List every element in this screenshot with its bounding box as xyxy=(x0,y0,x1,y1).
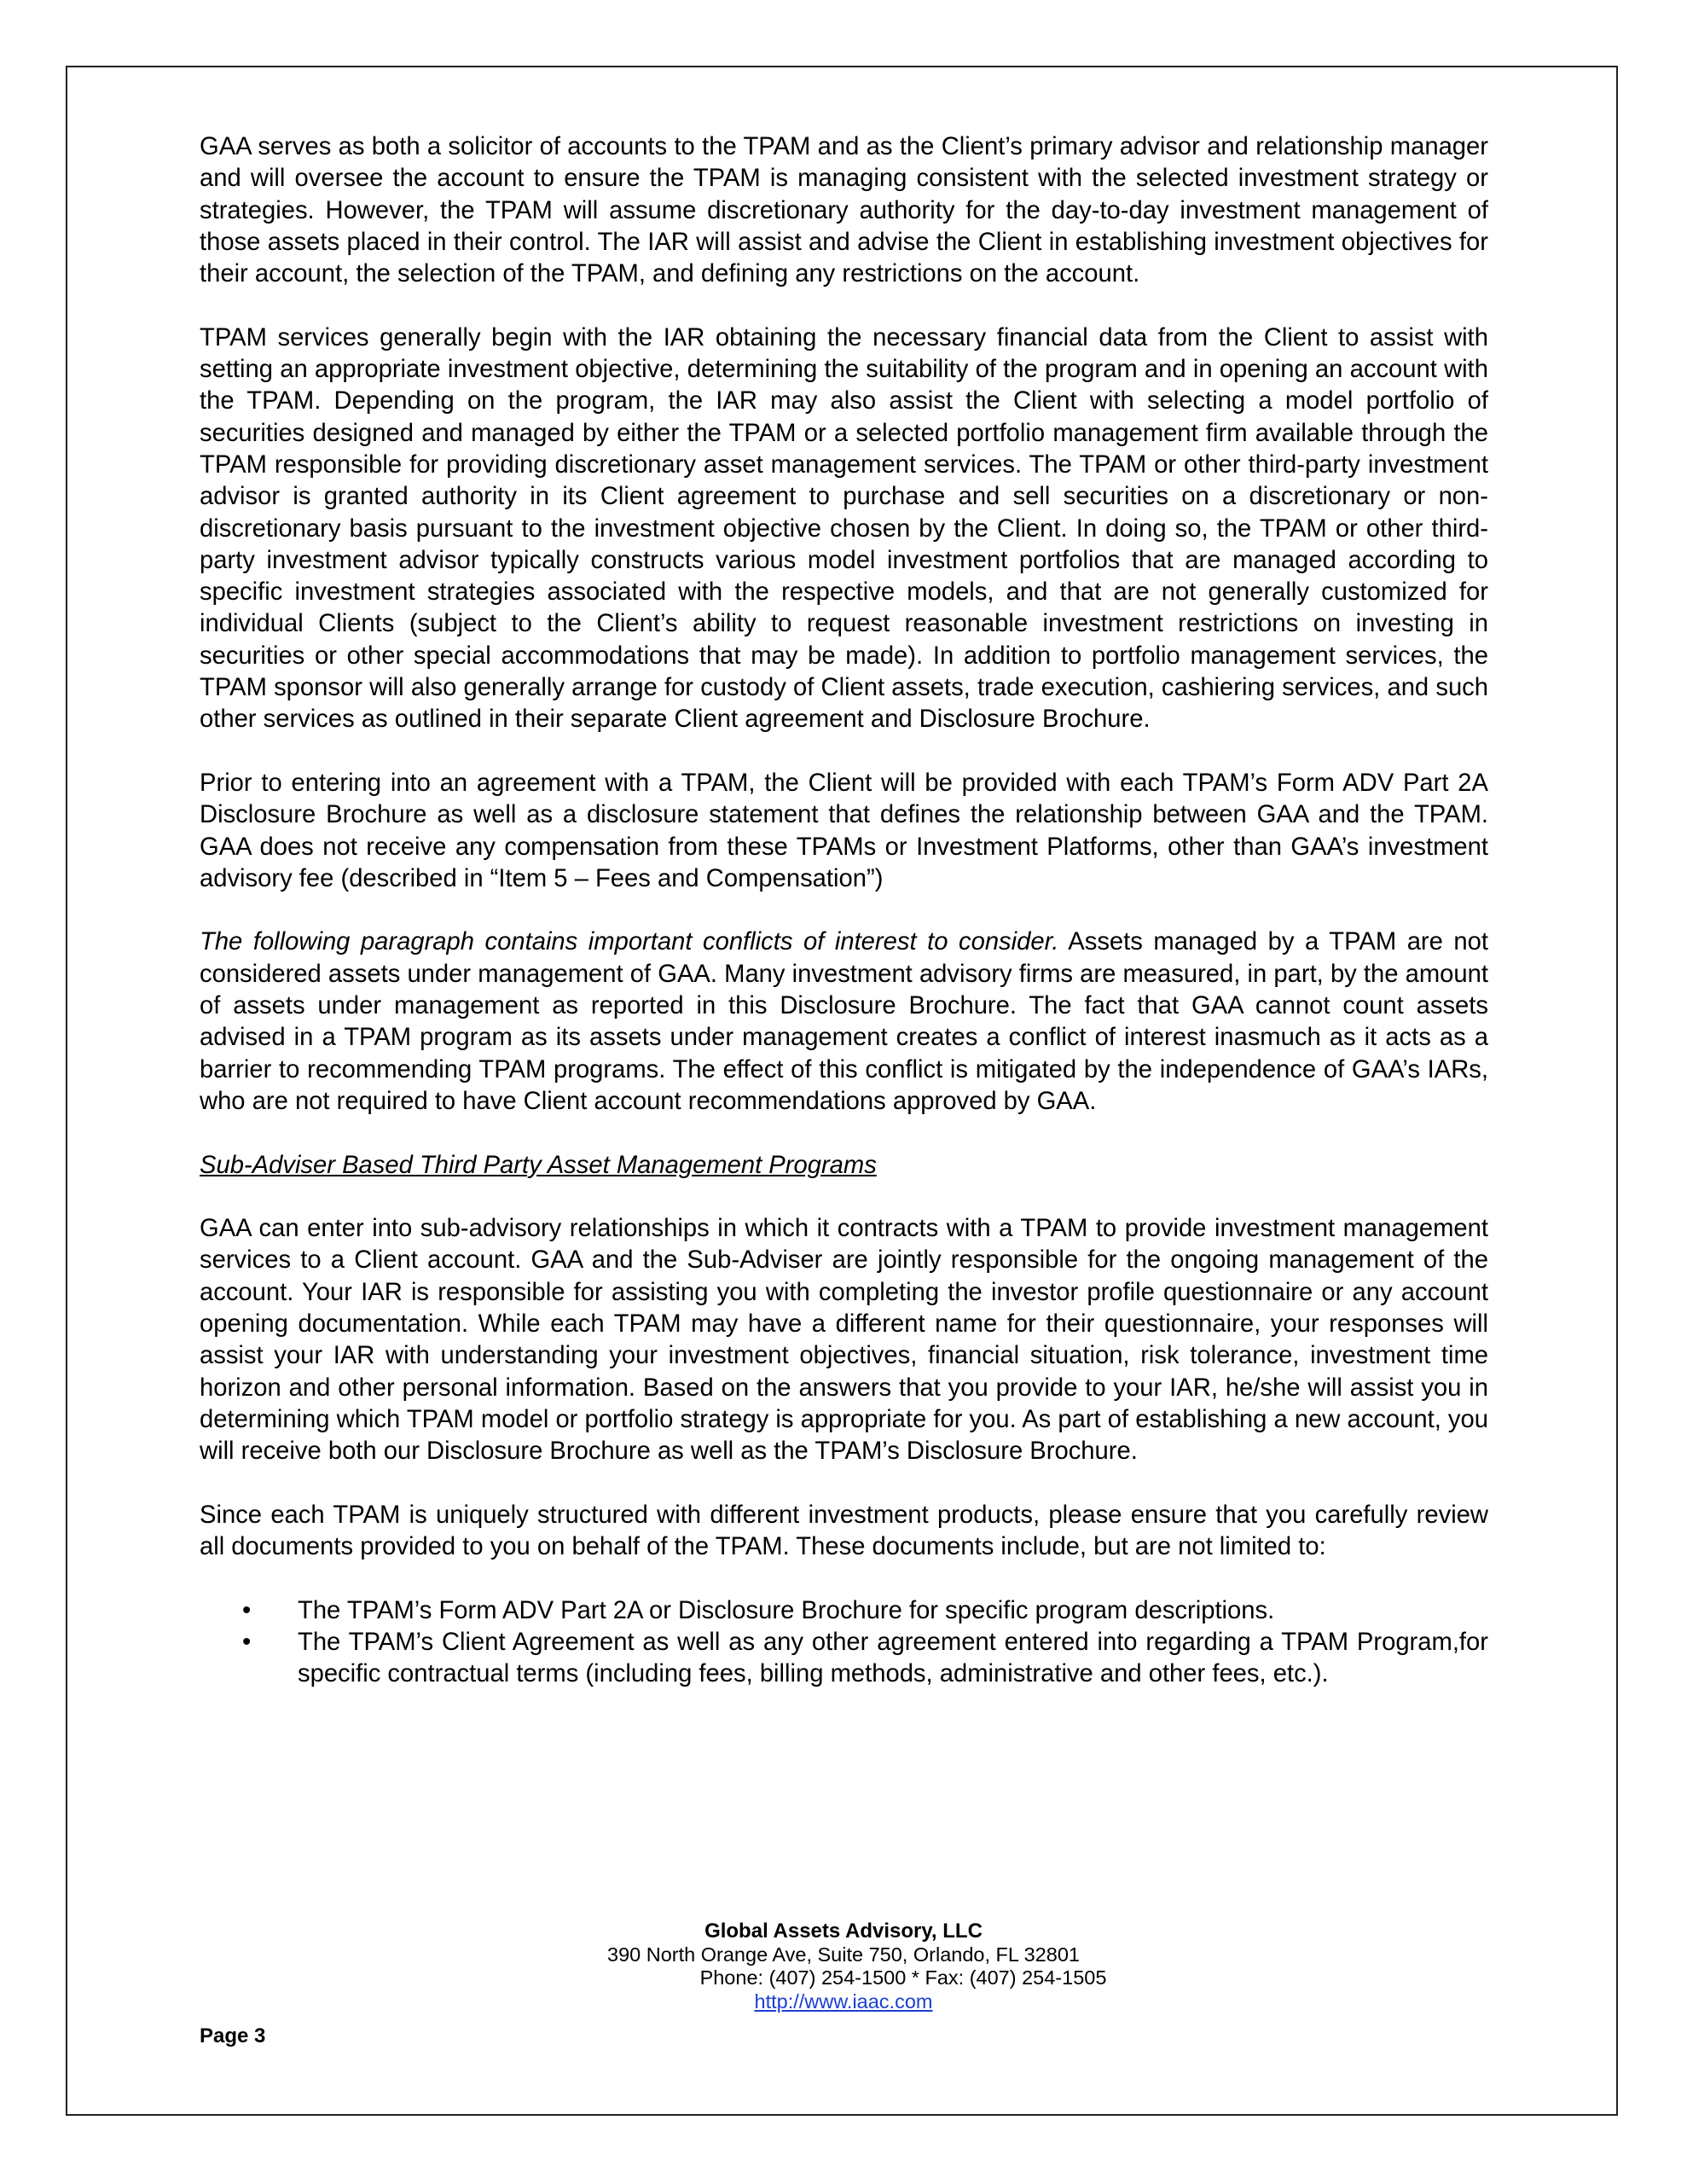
footer-phone: Phone: (407) 254-1500 * Fax: (407) 254-1505 xyxy=(699,1966,1107,1989)
bullet-icon: • xyxy=(242,1628,252,1656)
footer-website-link[interactable]: http://www.iaac.com xyxy=(754,1989,933,2013)
paragraph-prior-agreement: Prior to entering into an agreement with a TPAM, the Client will be provided with each TPAM’s Form ADV Part 2A Disclosure Brochure as well as a disclosure statement that defines the relationship between GAA and the TPAM. GAA does not receive any compensation from these TPAMs or Investment Platforms, other than GAA’s investment advisory fee (described in “Item 5 – Fees and Compensation”) xyxy=(200,769,1488,892)
section-heading-sub-adviser: Sub-Adviser Based Third Party Asset Management Programs xyxy=(200,1151,877,1179)
paragraph-review-documents: Since each TPAM is uniquely structured with different investment products, please ensure that you carefully review all documents provided to you on behalf of the TPAM. These documents include, but are not limited to: xyxy=(200,1501,1488,1561)
paragraph-solicitor-role: GAA serves as both a solicitor of accounts to the TPAM and as the Client’s primary advisor and relationship manager and will oversee the account to ensure the TPAM is managing consistent with the selected investment strategy or strategies. However, the TPAM will assume discretionary authority for the day-to-day investment management of those assets placed in their control. The IAR will assist and advise the Client in establishing investment objectives for their account, the selection of the TPAM, and defining any restrictions on the account. xyxy=(200,133,1488,288)
list-item: • The TPAM’s Form ADV Part 2A or Disclosure Brochure for specific program descriptions. xyxy=(200,1595,1488,1627)
document-list xyxy=(200,1595,1488,1691)
conflicts-lead-in: The following paragraph contains important conflicts of interest to consider. xyxy=(200,928,1059,956)
paragraph-sub-advisory: GAA can enter into sub-advisory relationships in which it contracts with a TPAM to provide investment management services to a Client account. GAA and the Sub-Adviser are jointly responsible for the ongoing management of the account. Your IAR is responsible for assisting you with completing the investor profile questionnaire or any account opening documentation. While each TPAM may have a different name for their questionnaire, your responses will assist your IAR with understanding your investment objectives, financial situation, risk tolerance, investment time horizon and other personal information. Based on the answers that you provide to your IAR, he/she will assist you in determining which TPAM model or portfolio strategy is appropriate for you. As part of establishing a new account, you will receive both our Disclosure Brochure as well as the TPAM’s Disclosure Brochure. xyxy=(200,1215,1488,1466)
page-number: Page 3 xyxy=(200,2024,266,2048)
conflicts-body: Assets managed by a TPAM are not considered assets under management of GAA. Many investment advisory firms are measured, in part, by the amount of assets under management as reported in this Disclosure Brochure. The fact that GAA cannot count assets advised in a TPAM program as its assets under management creates a conflict of interest inasmuch as it acts as a barrier to recommending TPAM programs. The effect of this conflict is mitigated by the independence of GAA’s IARs, who are not required to have Client account recommendations approved by GAA. xyxy=(200,928,1489,1115)
bullet-icon: • xyxy=(242,1596,252,1624)
paragraph-tpam-services: TPAM services generally begin with the IAR obtaining the necessary financial data from the Client to assist with setting an appropriate investment objective, determining the suitability of the program and in opening an account with the TPAM. Depending on the program, the IAR may also assist the Client with selecting a model portfolio of securities designed and managed by either the TPAM or a selected portfolio management firm available through the TPAM responsible for providing discretionary asset management services. The TPAM or other third-party investment advisor is granted authority in its Client agreement to purchase and sell securities on a discretionary or non-discretionary basis pursuant to the investment objective chosen by the Client. In doing so, the TPAM or other third-party investment advisor typically constructs various model investment portfolios that are managed according to specific investment strategies associated with the respective models, and that are not generally customized for individual Clients (subject to the Client’s ability to request reasonable investment restrictions on investing in securities or other special accommodations that may be made). In addition to portfolio management services, the TPAM sponsor will also generally arrange for custody of Client assets, trade execution, cashiering services, and such other services as outlined in their separate Client agreement and Disclosure Brochure. xyxy=(200,323,1488,734)
paragraph-conflicts xyxy=(200,926,1488,1118)
document-body xyxy=(200,131,1488,1691)
list-item: • The TPAM’s Client Agreement as well as any other agreement entered into regarding a TPAM Program,for specific contractual terms (including fees, billing methods, administrative and other fees, etc.). xyxy=(242,1628,1488,1688)
page-footer xyxy=(0,1920,1687,2013)
footer-address: 390 North Orange Ave, Suite 750, Orlando, FL 32801 xyxy=(607,1943,1080,1966)
footer-company-name: Global Assets Advisory, LLC xyxy=(704,1920,983,1943)
